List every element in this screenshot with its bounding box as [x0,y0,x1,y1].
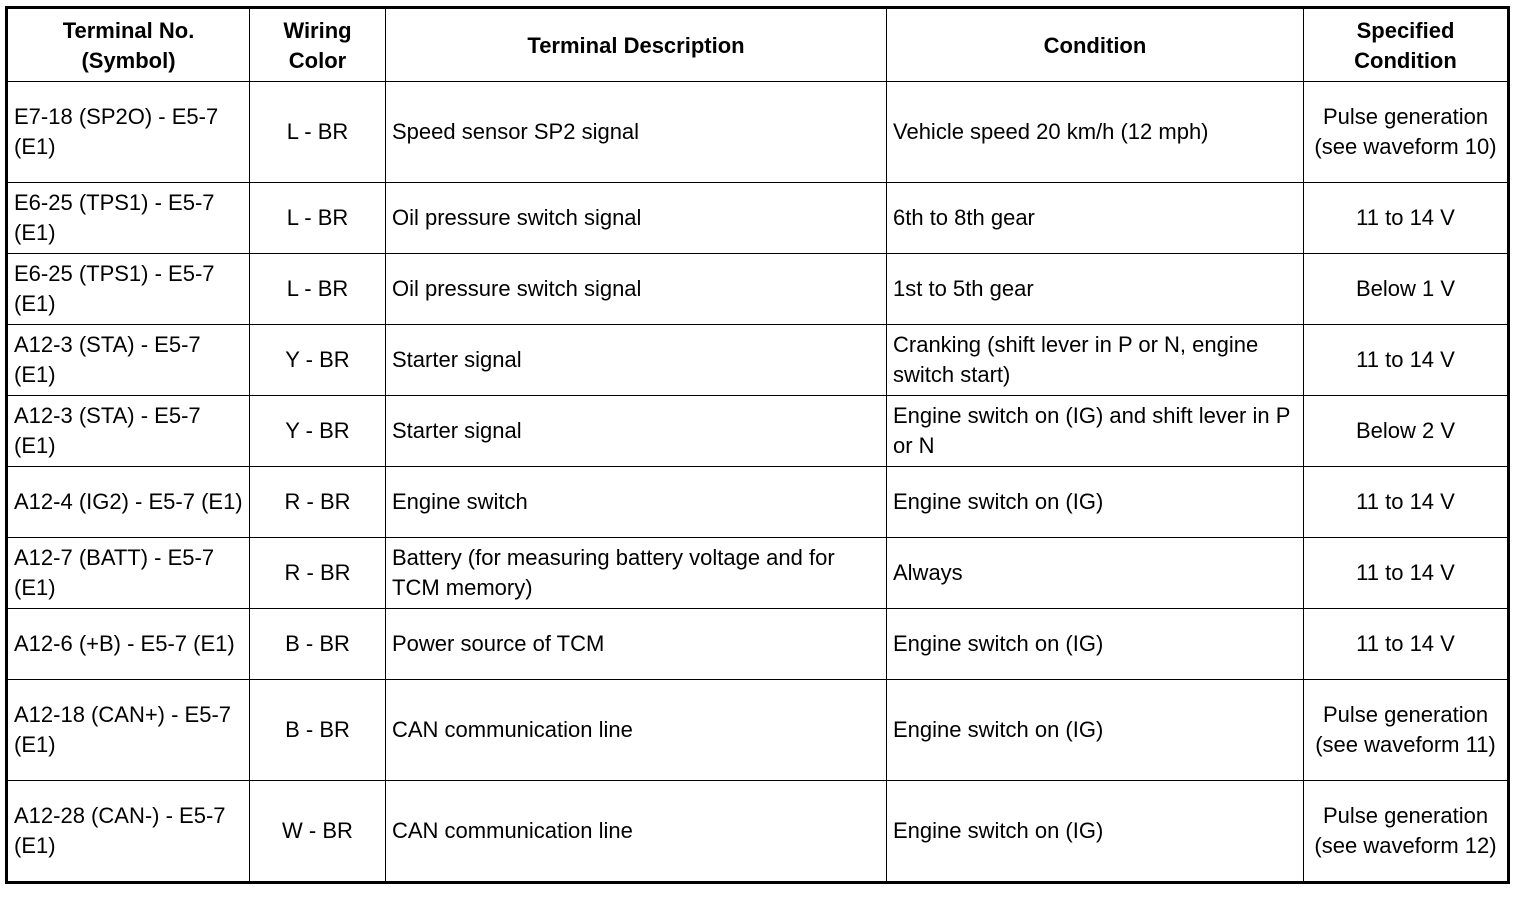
cell-condition: Engine switch on (IG) [887,609,1304,680]
cell-specified-condition: Pulse generation (see waveform 11) [1304,680,1509,781]
cell-description: Engine switch [386,467,887,538]
cell-condition: Engine switch on (IG) [887,680,1304,781]
cell-description: Starter signal [386,396,887,467]
cell-terminal: A12-4 (IG2) - E5-7 (E1) [7,467,250,538]
table-row [7,82,1509,183]
cell-terminal: E7-18 (SP2O) - E5-7 (E1) [7,82,250,183]
cell-terminal: A12-3 (STA) - E5-7 (E1) [7,325,250,396]
cell-wiring-color: L - BR [250,82,386,183]
table-row [7,396,1509,467]
cell-specified-condition: Below 2 V [1304,396,1509,467]
cell-condition: 1st to 5th gear [887,254,1304,325]
cell-description: Oil pressure switch signal [386,183,887,254]
cell-wiring-color: L - BR [250,254,386,325]
cell-wiring-color: L - BR [250,183,386,254]
cell-wiring-color: Y - BR [250,325,386,396]
cell-condition: Engine switch on (IG) [887,467,1304,538]
cell-description: CAN communication line [386,781,887,883]
cell-description: CAN communication line [386,680,887,781]
cell-wiring-color: Y - BR [250,396,386,467]
cell-terminal: E6-25 (TPS1) - E5-7 (E1) [7,254,250,325]
table-row [7,609,1509,680]
cell-terminal: A12-6 (+B) - E5-7 (E1) [7,609,250,680]
cell-terminal: E6-25 (TPS1) - E5-7 (E1) [7,183,250,254]
cell-description: Starter signal [386,325,887,396]
header-condition: Condition [887,8,1304,82]
table-row [7,781,1509,883]
cell-specified-condition: Pulse generation (see waveform 10) [1304,82,1509,183]
header-terminal-description: Terminal Description [386,8,887,82]
cell-specified-condition: Pulse generation (see waveform 12) [1304,781,1509,883]
cell-wiring-color: B - BR [250,680,386,781]
header-specified-condition: Specified Condition [1304,8,1509,82]
header-terminal: Terminal No. (Symbol) [7,8,250,82]
table-row [7,467,1509,538]
cell-terminal: A12-3 (STA) - E5-7 (E1) [7,396,250,467]
table-row [7,183,1509,254]
table-row [7,254,1509,325]
header-wiring-color: Wiring Color [250,8,386,82]
cell-description: Oil pressure switch signal [386,254,887,325]
cell-terminal: A12-28 (CAN-) - E5-7 (E1) [7,781,250,883]
cell-specified-condition: 11 to 14 V [1304,538,1509,609]
cell-terminal: A12-7 (BATT) - E5-7 (E1) [7,538,250,609]
table-row [7,538,1509,609]
cell-description: Speed sensor SP2 signal [386,82,887,183]
cell-condition: Cranking (shift lever in P or N, engine switch start) [887,325,1304,396]
cell-condition: Engine switch on (IG) and shift lever in P or N [887,396,1304,467]
cell-description: Battery (for measuring battery voltage and for TCM memory) [386,538,887,609]
cell-condition: Engine switch on (IG) [887,781,1304,883]
cell-wiring-color: R - BR [250,538,386,609]
cell-terminal: A12-18 (CAN+) - E5-7 (E1) [7,680,250,781]
cell-condition: Always [887,538,1304,609]
cell-description: Power source of TCM [386,609,887,680]
terminal-spec-table [5,6,1510,884]
cell-wiring-color: R - BR [250,467,386,538]
cell-wiring-color: W - BR [250,781,386,883]
cell-condition: Vehicle speed 20 km/h (12 mph) [887,82,1304,183]
cell-wiring-color: B - BR [250,609,386,680]
header-row [7,8,1509,82]
cell-specified-condition: 11 to 14 V [1304,609,1509,680]
cell-specified-condition: 11 to 14 V [1304,183,1509,254]
cell-condition: 6th to 8th gear [887,183,1304,254]
cell-specified-condition: Below 1 V [1304,254,1509,325]
cell-specified-condition: 11 to 14 V [1304,467,1509,538]
table-row [7,325,1509,396]
table-row [7,680,1509,781]
cell-specified-condition: 11 to 14 V [1304,325,1509,396]
